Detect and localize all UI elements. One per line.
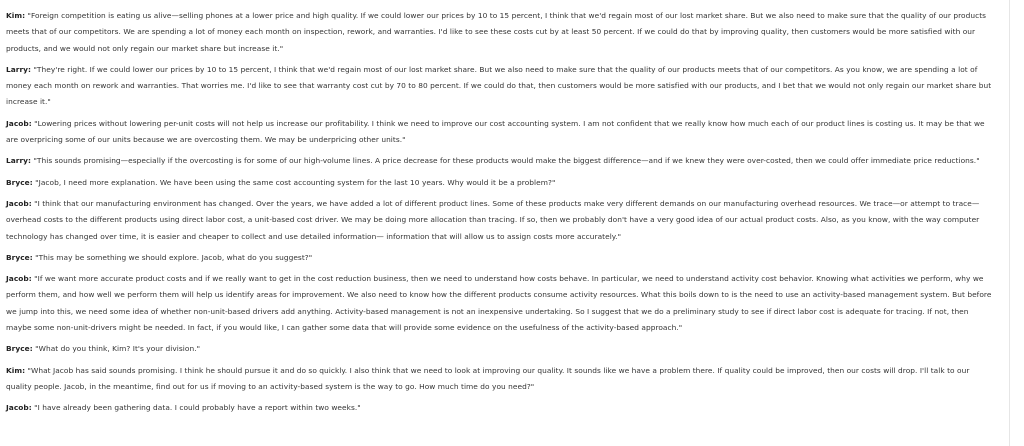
speaker-name: Larry:	[6, 156, 32, 166]
speaker-name: Jacob:	[6, 274, 32, 284]
speech-text: "This may be something we should explore. Jacob, what do you suggest?"	[35, 252, 313, 262]
speech-text: "What do you think, Kim? It's your division."	[35, 344, 201, 354]
dialogue-paragraph	[6, 196, 996, 245]
speech-text: "Jacob, I need more explanation. We have been using the same cost accounting system for the last 10 years. Why would it be a problem?"	[35, 177, 556, 187]
speech-text: "They're right. If we could lower our prices by 10 to 15 percent, I think that we'd regain most of our lost market share. But we also need to make sure that the quality of our products meets that of our competitors. As you know, we are spending a lot of money each month on rework and warranties. That worries me. I'd like to see that warranty cost cut by 70 to 80 percent. If we could do that, then customers would be more satisfied with our products, and I bet that we would not only regain our market share but increase it."	[6, 64, 992, 107]
speaker-name: Jacob:	[6, 403, 32, 413]
dialogue-paragraph	[6, 153, 996, 169]
speaker-name: Bryce:	[6, 177, 33, 187]
speaker-name: Kim:	[6, 11, 26, 20]
speech-text: "This sounds promising—especially if the overcosting is for some of our high-volume lines. A price decrease for these products would make the biggest difference—and if we knew they were over-costed, then we could offer immediate price reductions."	[33, 156, 980, 166]
speaker-name: Bryce:	[6, 344, 33, 354]
speech-text: "Foreign competition is eating us alive—selling phones at a lower price and high quality. If we could lower our prices by 10 to 15 percent, I think that we'd regain most of our lost market share. But we also need to make sure that the quality of our products meets that of our competitors. We are spending a lot of money each month on inspection, rework, and warranties. I'd like to see these costs cut by at least 50 percent. If we could do that by improving quality, then customers would be more satisfied with our products, and we would not only regain our market share but increase it."	[6, 11, 987, 53]
speaker-name: Jacob:	[6, 118, 32, 128]
speech-text: "I think that our manufacturing environment has changed. Over the years, we have added a lot of different product lines. Some of these products make very different demands on our manufacturing overhead resources. We trace—or attempt to trace—overhead costs to the different products using direct labor cost, a unit-based cost driver. We may be doing more allocation than tracing. If so, then we probably don't have a very good idea of our actual product costs. Also, as you know, with the way computer technology has changed over time, it is easier and cheaper to collect and use detailed information— information that will allow us to assign costs more accurately."	[6, 198, 980, 241]
speaker-name: Bryce:	[6, 252, 33, 262]
dialogue-paragraph	[6, 400, 996, 416]
dialogue-paragraph	[6, 341, 996, 357]
dialogue-paragraph	[6, 271, 996, 336]
scrollbar[interactable]	[1010, 0, 1024, 446]
speaker-name: Jacob:	[6, 198, 32, 208]
speaker-name: Larry:	[6, 64, 32, 74]
speech-text: "What Jacob has said sounds promising. I think he should pursue it and do so quickly. I also think that we need to look at improving our quality. It sounds like we have a problem there. If quality could be improved, then our costs will drop. I'll talk to our quality people. Jacob, in the meantime, find out for us if moving to an activity-based system is the way to go. How much time do you need?"	[6, 365, 970, 391]
dialogue-paragraph	[6, 250, 996, 266]
dialogue-paragraph	[6, 175, 996, 191]
speaker-name: Kim:	[6, 365, 26, 375]
dialogue-paragraph	[6, 116, 996, 149]
dialogue-paragraph	[6, 8, 996, 57]
speech-text: "I have already been gathering data. I could probably have a report within two weeks."	[34, 403, 361, 413]
dialogue-paragraph	[6, 363, 996, 396]
dialogue-paragraph	[6, 62, 996, 111]
speech-text: "If we want more accurate product costs and if we really want to get in the cost reduction business, then we need to understand how costs behave. In particular, we need to understand activity cost behavior. Knowing what activities we perform, why we perform them, and how well we perform them will help us identify areas for improvement. We also need to know how the different products consume activity resources. What this boils down to is the need to use an activity-based management system. But before we jump into this, we need some idea of whether non-unit-based drivers add anything. Activity-based management is not an inexpensive undertaking. So I suggest that we do a preliminary study to see if direct labor cost is adequate for tracing. If not, then maybe some non-unit-drivers might be needed. In fact, if you would like, I can gather some data that will provide some evidence on the usefulness of the activity-based approach."	[6, 274, 992, 333]
dialogue-document	[6, 8, 996, 422]
speech-text: "Lowering prices without lowering per-unit costs will not help us increase our profitability. I think we need to improve our cost accounting system. I am not confident that we really know how much each of our product lines is costing us. It may be that we are overpricing some of our units because we are overcosting them. We may be underpricing other units."	[6, 118, 985, 145]
